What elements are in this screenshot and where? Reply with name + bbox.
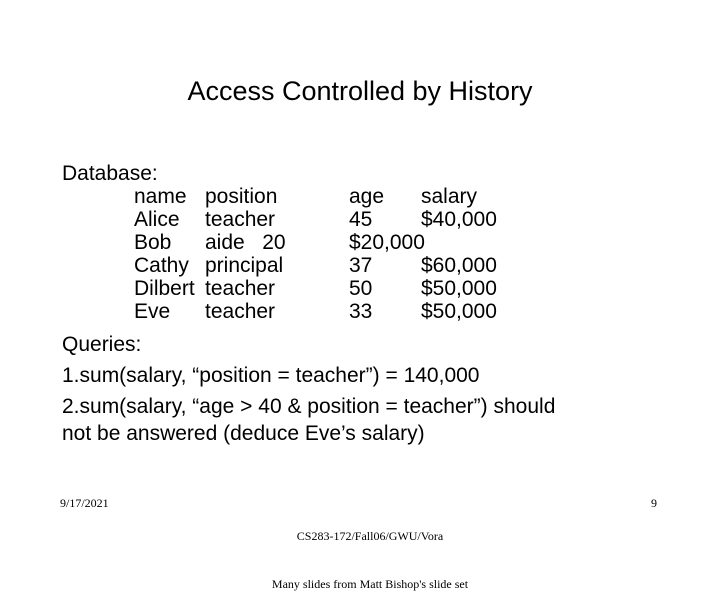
slide-title: Access Controlled by History — [187, 76, 533, 106]
table-cell: Dilbert — [134, 277, 195, 300]
table-cell: aide 20 — [205, 231, 286, 254]
database-label: Database: — [62, 162, 158, 185]
table-header-cell: age — [349, 185, 385, 208]
table-header-cell: salary — [421, 185, 478, 208]
queries-label: Queries: — [62, 333, 142, 356]
footer-credit: Many slides from Matt Bishop's slide set — [271, 577, 469, 591]
table-cell: 45 — [349, 208, 373, 231]
table-cell: Alice — [134, 208, 180, 231]
table-cell: 33 — [349, 300, 373, 323]
table-cell: Bob — [134, 231, 172, 254]
table-cell: teacher — [205, 277, 276, 300]
table-cell: $20,000 — [349, 231, 425, 254]
table-cell: teacher — [205, 208, 276, 231]
table-cell: principal — [205, 254, 284, 277]
table-cell: $40,000 — [421, 208, 497, 231]
table-cell: 50 — [349, 277, 373, 300]
footer-source — [200, 496, 540, 608]
table-header-cell: position — [205, 185, 278, 208]
table-cell: $50,000 — [421, 300, 497, 323]
footer-page-number: 9 — [651, 496, 657, 510]
table-cell: Eve — [134, 300, 171, 323]
table-cell: Cathy — [134, 254, 189, 277]
query-1: 1.sum(salary, “position = teacher”) = 140,000 — [62, 364, 480, 387]
table-cell: $50,000 — [421, 277, 497, 300]
table-cell: $60,000 — [421, 254, 497, 277]
table-cell: 37 — [349, 254, 373, 277]
query-2-line-1: 2.sum(salary, “age > 40 & position = teacher”) should — [62, 395, 556, 418]
footer-course: CS283-172/Fall06/GWU/Vora — [296, 529, 444, 543]
table-header-cell: name — [134, 185, 187, 208]
table-cell: teacher — [205, 300, 276, 323]
footer-date: 9/17/2021 — [60, 496, 109, 510]
query-2-line-2: not be answered (deduce Eve’s salary) — [62, 422, 425, 445]
